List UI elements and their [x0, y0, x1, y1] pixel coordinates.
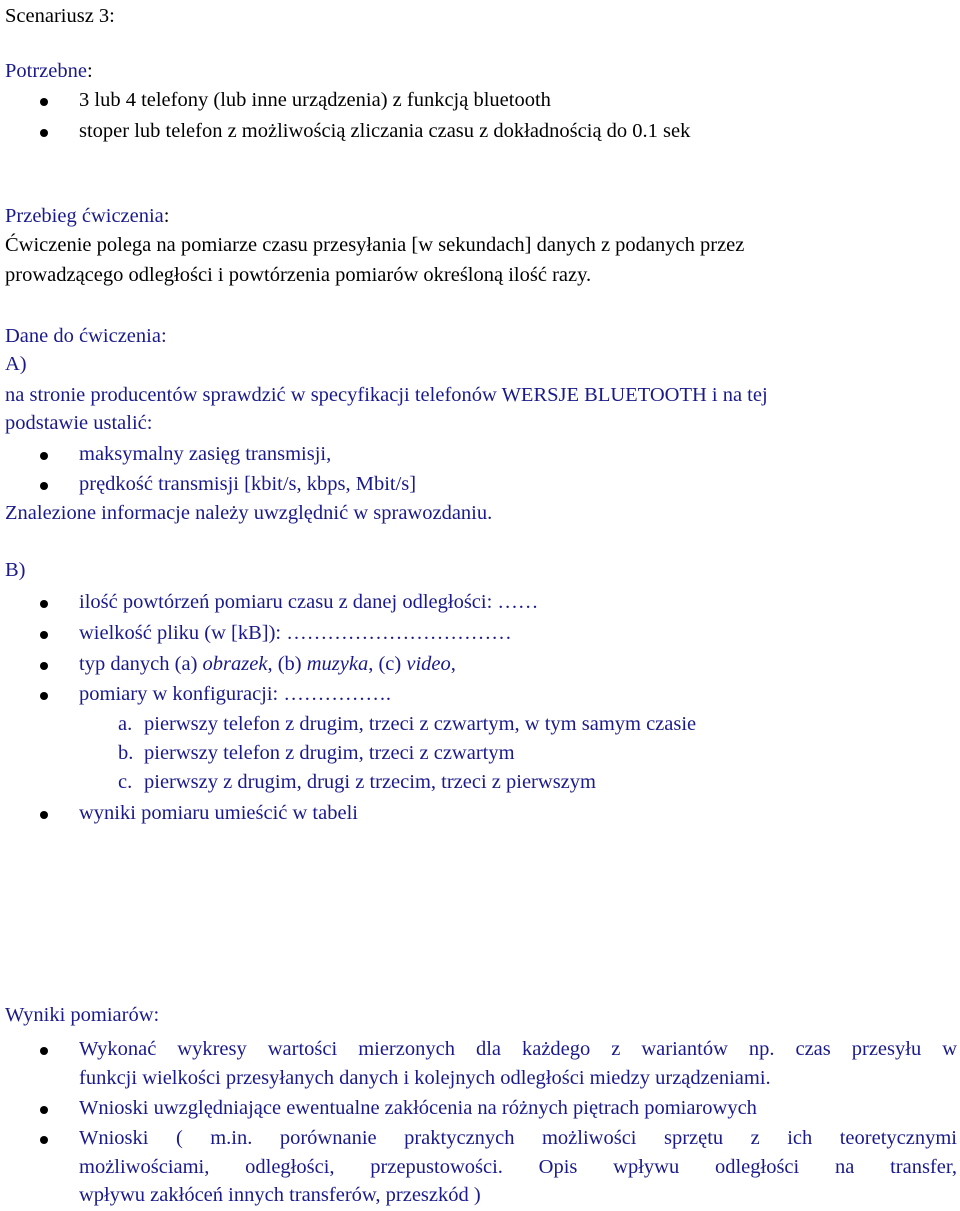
bullet-icon — [40, 482, 48, 490]
needed-item: stoper lub telefon z możliwością zliczania czasu z dokładnością do 0.1 sek — [79, 120, 691, 142]
procedure-text-line: prowadzącego odległości i powtórzenia pomiarów określoną ilość razy. — [5, 264, 592, 286]
part-b-item: wyniki pomiaru umieścić w tabeli — [79, 802, 358, 824]
data-heading: Dane do ćwiczenia: — [5, 325, 167, 347]
results-item-text: Wnioski uwzględniające ewentualne zakłócenia na różnych piętrach pomiarowych — [79, 1097, 757, 1119]
bullet-icon — [40, 129, 48, 137]
data-type-text: , (b) — [267, 653, 307, 675]
bullet-icon — [40, 811, 48, 819]
data-type-text: typ danych (a) — [79, 653, 203, 675]
part-a-item: prędkość transmisji [kbit/s, kbps, Mbit/s] — [79, 473, 417, 495]
results-item-text: możliwościami, odległości, przepustowości. Opis wpływu odległości na transfer, — [79, 1156, 957, 1178]
results-item-line — [79, 1035, 957, 1064]
part-b-label: B) — [5, 559, 26, 581]
results-item-line — [79, 1124, 957, 1153]
results-item-line — [79, 1181, 957, 1210]
data-type-text: , (c) — [368, 653, 407, 675]
part-a-text-line: na stronie producentów sprawdzić w specyfikacji telefonów WERSJE BLUETOOTH i na tej — [5, 384, 768, 406]
data-type-text: , — [450, 653, 456, 675]
part-b-item: wielkość pliku (w [kB]): …………………………… — [79, 622, 512, 644]
results-heading: Wyniki pomiarów: — [5, 1004, 160, 1026]
needed-heading — [5, 57, 958, 86]
bullet-icon — [40, 1136, 48, 1144]
procedure-heading — [5, 202, 958, 231]
bullet-icon — [40, 600, 48, 608]
results-item-line — [79, 1064, 957, 1093]
bullet-icon — [40, 452, 48, 460]
scenario-title: Scenariusz 3: — [5, 5, 115, 27]
part-b-item: pomiary w konfiguracji: ……………. — [79, 683, 392, 705]
bullet-icon — [40, 98, 48, 106]
needed-heading-colon: : — [86, 60, 93, 82]
sub-item-text: pierwszy telefon z drugim, trzeci z czwartym, w tym samym czasie — [144, 713, 697, 735]
bullet-icon — [40, 692, 48, 700]
data-type-video: video — [406, 653, 451, 675]
part-b-item — [79, 650, 456, 679]
part-a-text-line: podstawie ustalić: — [5, 412, 153, 434]
sub-item-letter: a. — [118, 713, 133, 735]
results-item-text: Wnioski ( m.in. porównanie praktycznych możliwości sprzętu z ich teoretycznymi — [79, 1127, 957, 1149]
bullet-icon — [40, 662, 48, 670]
bullet-icon — [40, 1047, 48, 1055]
results-item-text: wpływu zakłóceń innych transferów, przeszkód ) — [79, 1184, 481, 1206]
sub-item-letter: c. — [118, 771, 133, 793]
procedure-heading-label: Przebieg ćwiczenia — [5, 205, 164, 227]
sub-item-text: pierwszy z drugim, drugi z trzecim, trzeci z pierwszym — [144, 771, 596, 793]
bullet-icon — [40, 631, 48, 639]
results-item-line — [79, 1153, 957, 1182]
needed-item: 3 lub 4 telefony (lub inne urządzenia) z funkcją bluetooth — [79, 89, 551, 111]
needed-heading-label: Potrzebne — [5, 60, 87, 82]
results-item-text: Wykonać wykresy wartości mierzonych dla każdego z wariantów np. czas przesyłu w — [79, 1038, 957, 1060]
part-b-item: ilość powtórzeń pomiaru czasu z danej odległości: …… — [79, 591, 539, 613]
data-type-image: obrazek — [202, 653, 268, 675]
data-type-music: muzyka — [306, 653, 369, 675]
part-a-item: maksymalny zasięg transmisji, — [79, 443, 332, 465]
part-a-note: Znalezione informacje należy uwzględnić w sprawozdaniu. — [5, 502, 493, 524]
bullet-icon — [40, 1106, 48, 1114]
sub-item-text: pierwszy telefon z drugim, trzeci z czwartym — [144, 742, 515, 764]
procedure-text-line: Ćwiczenie polega na pomiarze czasu przesyłania [w sekundach] danych z podanych przez — [5, 234, 745, 256]
sub-item-letter: b. — [118, 742, 134, 764]
procedure-heading-colon: : — [163, 205, 170, 227]
results-item-text: funkcji wielkości przesyłanych danych i kolejnych odległości miedzy urządzeniami. — [79, 1067, 771, 1089]
part-a-label: A) — [5, 353, 27, 375]
